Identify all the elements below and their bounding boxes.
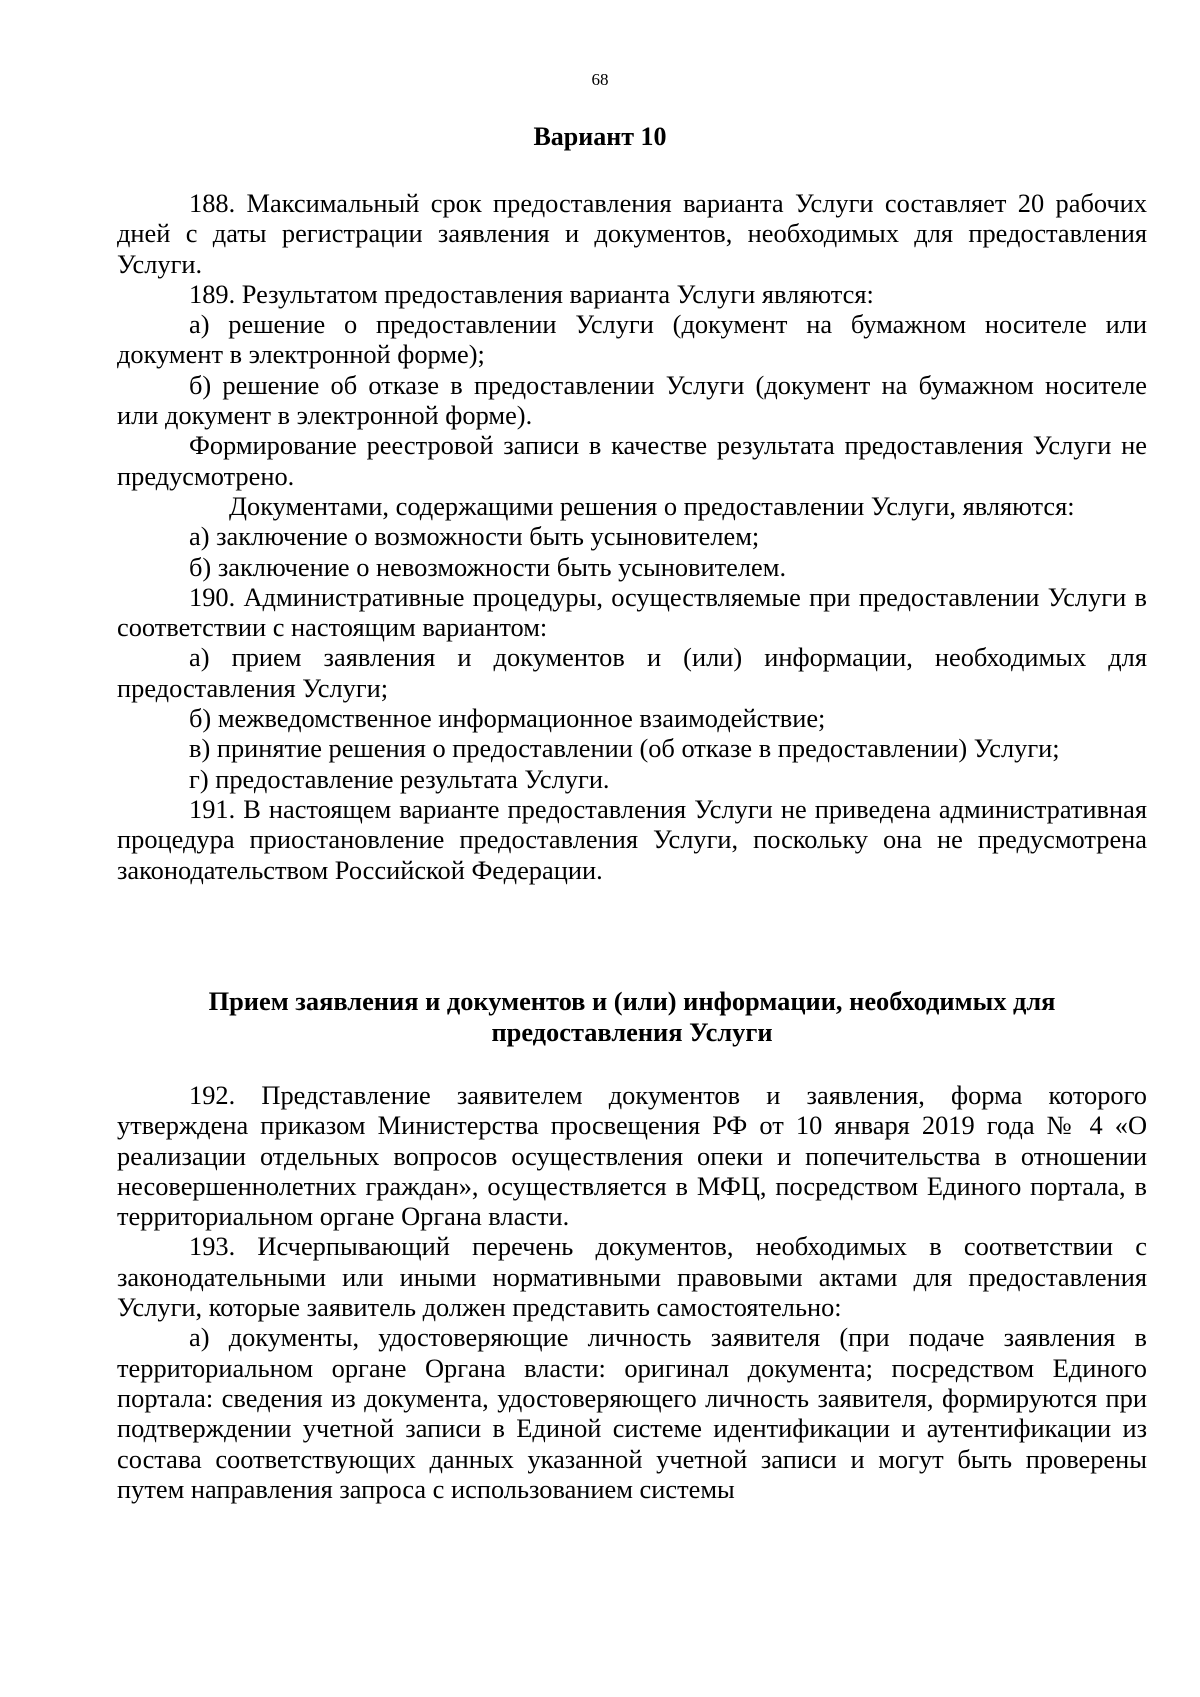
section-variant-10 <box>117 188 1147 885</box>
list-item: г) предоставление результата Услуги. <box>189 763 610 794</box>
paragraph: 192. Представление заявителем документов и заявления, форма которого утверждена приказом Министерства просвещения РФ от 10 января 2019 года № 4 «О реализации отдельных вопросов осуществления опеки и попечительства в отношении несовершеннолетних граждан», осуществляется в МФЦ, посредством Единого портала, в территориальном органе Органа власти. <box>117 1080 1147 1232</box>
paragraph: 189. Результатом предоставления варианта Услуги являются: <box>189 278 874 309</box>
section-application-intake <box>117 1080 1147 1504</box>
paragraph: Документами, содержащими решения о предоставлении Услуги, являются: <box>229 490 1075 521</box>
paragraph: Формирование реестровой записи в качестве результата предоставления Услуги не предусмотрено. <box>117 430 1147 491</box>
list-item: в) принятие решения о предоставлении (об отказе в предоставлении) Услуги; <box>189 733 1060 764</box>
paragraph: 188. Максимальный срок предоставления варианта Услуги составляет 20 рабочих дней с даты регистрации заявления и документов, необходимых для предоставления Услуги. <box>117 188 1147 279</box>
page-title: Вариант 10 <box>533 122 667 151</box>
paragraph: 191. В настоящем варианте предоставления Услуги не приведена административная процедура приостановление предоставления Услуги, поскольку она не предусмотрена законодательством Российской Федерации. <box>117 793 1147 885</box>
section-heading: Прием заявления и документов и (или) информации, необходимых для предоставления Услуги <box>208 986 1056 1047</box>
paragraph: 193. Исчерпывающий перечень документов, необходимых в соответствии с законодательными или иными нормативными правовыми актами для предоставления Услуги, которые заявитель должен представить самостоятельно: <box>117 1231 1147 1323</box>
page-number: 68 <box>591 70 609 89</box>
paragraph: 190. Административные процедуры, осуществляемые при предоставлении Услуги в соответствии с настоящим вариантом: <box>117 581 1147 643</box>
list-item: б) решение об отказе в предоставлении Услуги (документ на бумажном носителе или документ в электронной форме). <box>117 369 1147 431</box>
list-item: а) прием заявления и документов и (или) информации, необходимых для предоставления Услуги; <box>117 642 1147 703</box>
list-item: а) документы, удостоверяющие личность заявителя (при подаче заявления в территориальном органе Органа власти: оригинал документа; посредством Единого портала: сведения из документа, удостоверяющего личность заявителя, формируются при подтверждении учетной записи в Единой системе идентификации и аутентификации из состава соответствующих данных указанной учетной записи и могут быть проверены путем направления запроса с использованием системы <box>117 1322 1147 1504</box>
list-item: б) заключение о невозможности быть усыновителем. <box>189 551 787 582</box>
list-item: б) межведомственное информационное взаимодействие; <box>189 703 826 734</box>
list-item: а) решение о предоставлении Услуги (документ на бумажном носителе или документ в электронной форме); <box>117 309 1147 370</box>
list-item: а) заключение о возможности быть усыновителем; <box>189 521 760 552</box>
